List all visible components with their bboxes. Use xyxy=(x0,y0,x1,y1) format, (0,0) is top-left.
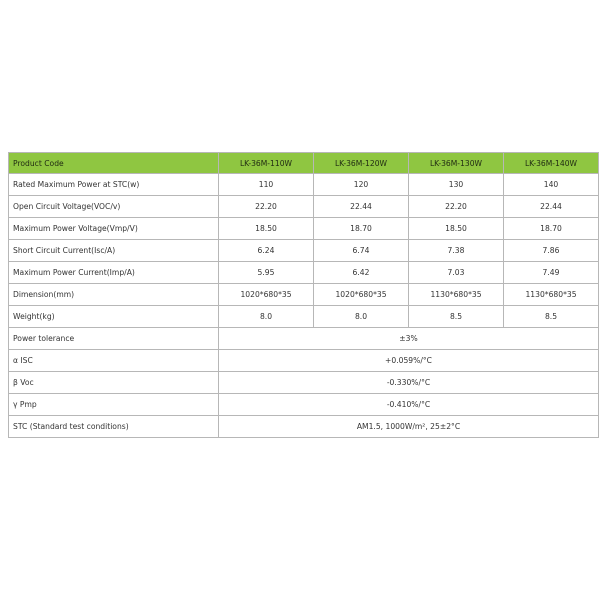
row-value: 130 xyxy=(409,174,504,196)
table-row-merged xyxy=(9,372,599,394)
row-value: 8.0 xyxy=(219,306,314,328)
table-row-merged xyxy=(9,394,599,416)
spec-table xyxy=(8,152,599,438)
row-value: 22.44 xyxy=(314,196,409,218)
table-row xyxy=(9,284,599,306)
row-value: 1020*680*35 xyxy=(219,284,314,306)
row-value: 8.0 xyxy=(314,306,409,328)
table-row xyxy=(9,262,599,284)
row-value: 18.70 xyxy=(314,218,409,240)
row-value: 18.50 xyxy=(409,218,504,240)
row-value: 8.5 xyxy=(409,306,504,328)
row-value: 22.44 xyxy=(504,196,599,218)
row-value: 7.03 xyxy=(409,262,504,284)
row-value: 18.70 xyxy=(504,218,599,240)
row-value: -0.410%/°C xyxy=(219,394,599,416)
row-label: α ISC xyxy=(9,350,219,372)
table-row xyxy=(9,240,599,262)
row-label: Rated Maximum Power at STC(w) xyxy=(9,174,219,196)
row-value: 1130*680*35 xyxy=(409,284,504,306)
header-model: LK-36M-120W xyxy=(314,153,409,174)
row-label: Open Circuit Voltage(VOC/v) xyxy=(9,196,219,218)
row-value: 1020*680*35 xyxy=(314,284,409,306)
row-value: ±3% xyxy=(219,328,599,350)
table-row-merged xyxy=(9,416,599,438)
header-model: LK-36M-140W xyxy=(504,153,599,174)
row-value: 140 xyxy=(504,174,599,196)
row-value: 7.86 xyxy=(504,240,599,262)
row-value: 6.42 xyxy=(314,262,409,284)
row-value: 1130*680*35 xyxy=(504,284,599,306)
table-row xyxy=(9,306,599,328)
header-model: LK-36M-130W xyxy=(409,153,504,174)
row-label: β Voc xyxy=(9,372,219,394)
row-value: 6.74 xyxy=(314,240,409,262)
header-model: LK-36M-110W xyxy=(219,153,314,174)
table-row xyxy=(9,196,599,218)
table-row xyxy=(9,174,599,196)
row-label: γ Pmp xyxy=(9,394,219,416)
row-label: STC (Standard test conditions) xyxy=(9,416,219,438)
row-value: 6.24 xyxy=(219,240,314,262)
row-value: 22.20 xyxy=(219,196,314,218)
row-value: 5.95 xyxy=(219,262,314,284)
row-value: 22.20 xyxy=(409,196,504,218)
table-row-merged xyxy=(9,350,599,372)
row-label: Maximum Power Voltage(Vmp/V) xyxy=(9,218,219,240)
row-value: 7.49 xyxy=(504,262,599,284)
row-value: 110 xyxy=(219,174,314,196)
row-label: Short Circuit Current(Isc/A) xyxy=(9,240,219,262)
row-label: Weight(kg) xyxy=(9,306,219,328)
row-value: 7.38 xyxy=(409,240,504,262)
table-row xyxy=(9,218,599,240)
row-label: Maximum Power Current(Imp/A) xyxy=(9,262,219,284)
row-value: 18.50 xyxy=(219,218,314,240)
row-value: AM1.5, 1000W/m², 25±2°C xyxy=(219,416,599,438)
table-header-row xyxy=(9,153,599,174)
row-label: Power tolerance xyxy=(9,328,219,350)
row-label: Dimension(mm) xyxy=(9,284,219,306)
row-value: 120 xyxy=(314,174,409,196)
row-value: +0.059%/°C xyxy=(219,350,599,372)
header-product-code: Product Code xyxy=(9,153,219,174)
row-value: 8.5 xyxy=(504,306,599,328)
table-row-merged xyxy=(9,328,599,350)
row-value: -0.330%/°C xyxy=(219,372,599,394)
